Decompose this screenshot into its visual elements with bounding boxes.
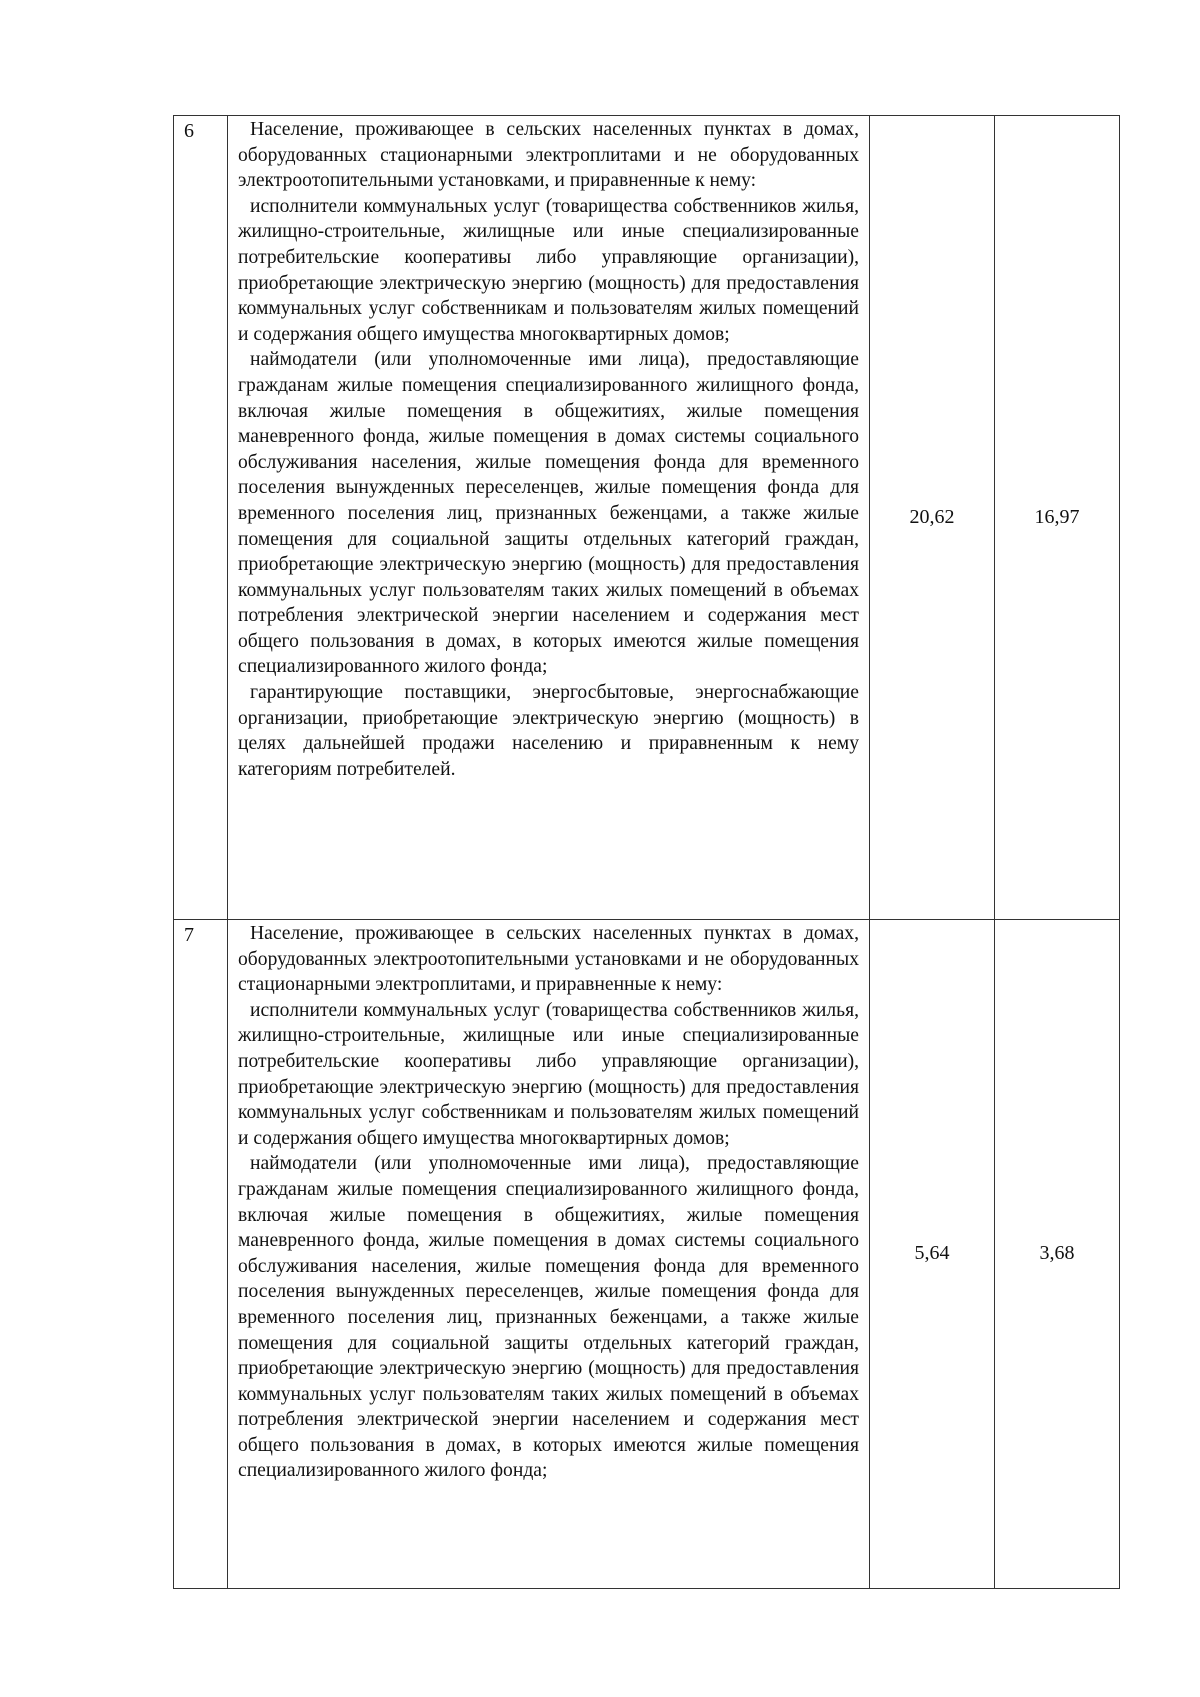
row-number: 7 xyxy=(174,920,228,1589)
description-paragraph: Население, проживающее в сельских населенных пунктах в домах, оборудованных стационарными электроплитами и не оборудованных электроотопительными установками, и приравненные к нему: xyxy=(238,119,859,192)
tariff-value-2: 3,68 xyxy=(995,920,1120,1589)
tariff-value-1: 5,64 xyxy=(870,920,995,1589)
description-paragraph: Население, проживающее в сельских населенных пунктах в домах, оборудованных электроотопительными установками и не оборудованных стационарными электроплитами, и приравненные к нему: xyxy=(238,923,859,996)
description-paragraph: исполнители коммунальных услуг (товарищества собственников жилья, жилищно-строительные, жилищные или иные специализированные потребительские кооперативы либо управляющие организации), приобретающие электрическую энергию (мощность) для предоставления коммунальных услуг собственникам и пользователям жилых помещений и содержания общего имущества многоквартирных домов; xyxy=(238,999,859,1149)
row-number: 6 xyxy=(174,116,228,920)
tariff-value-1: 20,62 xyxy=(870,116,995,920)
table-row xyxy=(174,116,1120,920)
description-paragraph: наймодатели (или уполномоченные ими лица), предоставляющие гражданам жилые помещения специализированного жилищного фонда, включая жилые помещения в общежитиях, жилые помещения маневренного фонда, жилые помещения в домах системы социального обслуживания населения, жилые помещения фонда для временного поселения вынужденных переселенцев, жилые помещения фонда для временного поселения лиц, признанных беженцами, а также жилые помещения для социальной защиты отдельных категорий граждан, приобретающие электрическую энергию (мощность) для предоставления коммунальных услуг пользователям таких жилых помещений в объемах потребления электрической энергии населением и содержания мест общего пользования в домах, в которых имеются жилые помещения специализированного жилого фонда; xyxy=(238,1153,859,1482)
description-paragraph: исполнители коммунальных услуг (товарищества собственников жилья, жилищно-строительные, жилищные или иные специализированные потребительские кооперативы либо управляющие организации), приобретающие электрическую энергию (мощность) для предоставления коммунальных услуг собственникам и пользователям жилых помещений и содержания общего имущества многоквартирных домов; xyxy=(238,195,859,345)
description-paragraph: наймодатели (или уполномоченные ими лица), предоставляющие гражданам жилые помещения специализированного жилищного фонда, включая жилые помещения в общежитиях, жилые помещения маневренного фонда, жилые помещения в домах системы социального обслуживания населения, жилые помещения фонда для временного поселения вынужденных переселенцев, жилые помещения фонда для временного поселения лиц, признанных беженцами, а также жилые помещения для социальной защиты отдельных категорий граждан, приобретающие электрическую энергию (мощность) для предоставления коммунальных услуг пользователям таких жилых помещений в объемах потребления электрической энергии населением и содержания мест общего пользования в домах, в которых имеются жилые помещения специализированного жилого фонда; xyxy=(238,349,859,678)
tariff-table xyxy=(173,115,1120,1589)
tariff-value-2: 16,97 xyxy=(995,116,1120,920)
row-description xyxy=(228,920,870,1589)
table-row xyxy=(174,920,1120,1589)
row-description xyxy=(228,116,870,920)
description-paragraph: гарантирующие поставщики, энергосбытовые, энергоснабжающие организации, приобретающие электрическую энергию (мощность) в целях дальнейшей продажи населению и приравненным к нему категориям потребителей. xyxy=(238,682,859,780)
